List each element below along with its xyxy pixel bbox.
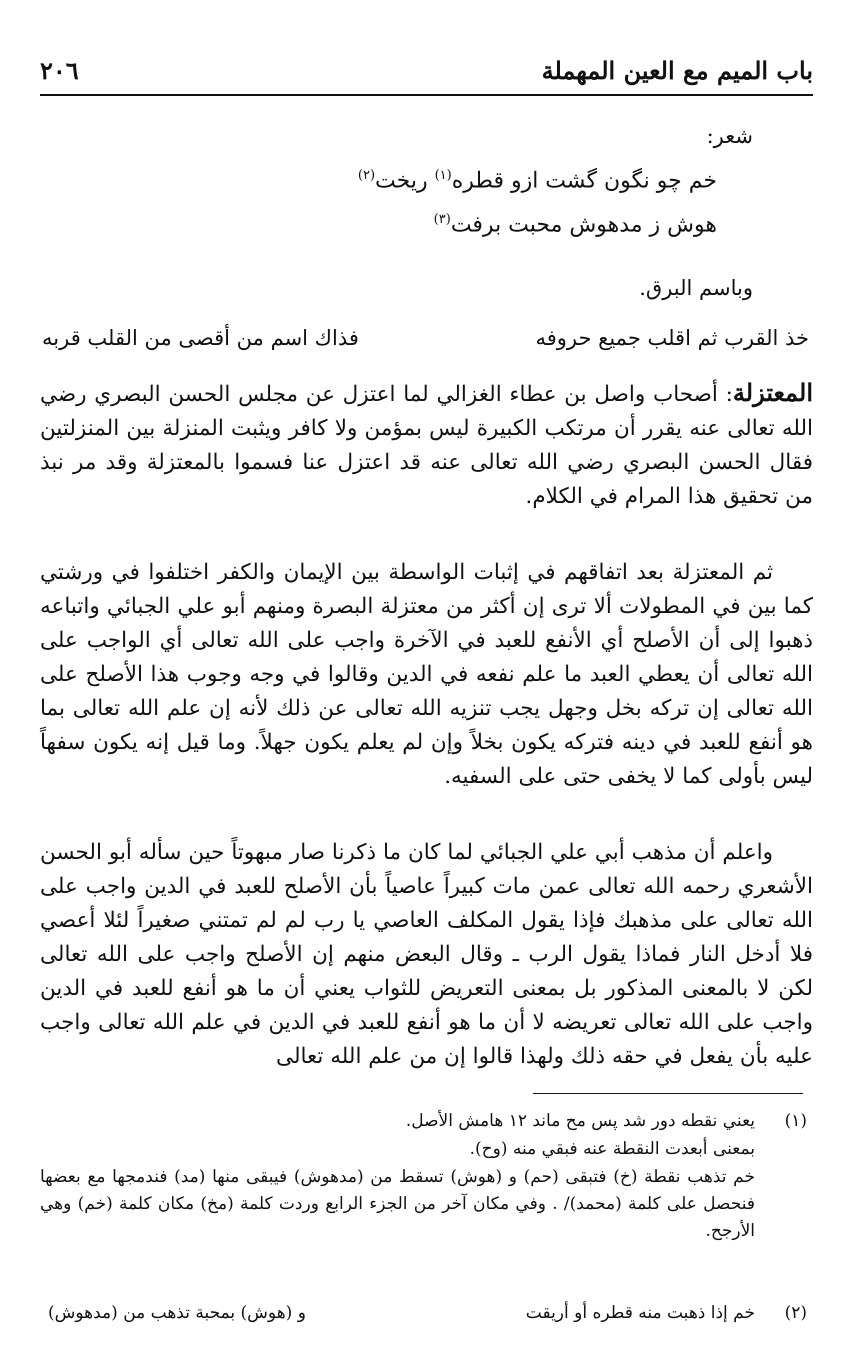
verse-left-hemistich: فذاك اسم من أقصى من القلب قربه [42,326,359,350]
footnote-2-right: خم إذا ذهبت منه قطره أو أريقت [525,1303,755,1323]
poem-line-1 [358,168,717,193]
footnote-2-number: (٢) [784,1303,807,1323]
footnote-1-line-2: بمعنى أبعدت النقطة عنه فبقي منه (وح). [469,1139,755,1159]
page-number: ٢٠٦ [40,56,79,85]
footnote-ref-2: (٢) [357,168,376,183]
footnote-1-number: (١) [784,1111,807,1131]
paragraph-3: واعلم أن مذهب أبي علي الجبائي لما كان ما ذكرنا صار مبهوتاً حين سأله أبو الحسن الأشعري رحمه الله تعالى عمن مات كبيراً عاصياً بأن الأصلح للعبد في الدين واجب على الله تعالى على مذهبك فإذا يقول المكلف العاصي يا رب لم لم تمتني صغيراً لئلا أعصي فلا أدخل النار فماذا يقول الرب ـ وقال البعض منهم إن الأصلح واجب على الله تعالى لكن لا بالمعنى المذكور بل بمعنى التعريض للثواب يعني أن ما هو أنفع للعبد في الدين واجب على الله تعالى تعريضه لا أن ما هو أنفع للعبد في الدين في علم الله تعالى واجب عليه بأن يفعل في حقه ذلك ولهذا قالوا إن من علم الله تعالى [40,840,813,1069]
paragraph-mutazila-text: : أصحاب واصل بن عطاء الغزالي لما اعتزل عن مجلس الحسن البصري رضي الله تعالى عنه يقرر أن مرتكب الكبيرة ليس بمؤمن ولا كافر ويثبت المنزلة بين المنزلتين فقال الحسن البصري رضي الله تعالى عنه قد اعتزل عنا فسموا بالمعتزلة وقد مر نبذ من تحقيق هذا المرام في الكلام. [40,382,813,509]
footnote-1-line-1: يعني نقطه دور شد پس مح ماند ١٢ هامش الأصل. [405,1111,755,1131]
footnote-ref-3: (٣) [433,212,451,227]
chapter-title: باب الميم مع العين المهملة [541,56,813,85]
paragraph-mutazila [40,376,813,514]
poem-line-1-end: ريخت [375,168,428,194]
poem-line-2 [434,212,717,237]
verse-right-hemistich: خذ القرب ثم اقلب جميع حروفه [535,326,809,350]
footnote-divider [533,1093,803,1094]
footnote-1-block: خم تذهب نقطة (خ) فتبقى (حم) و (هوش) تسقط من (مدهوش) فيبقى منها (مد) فندمجها مع بعضها فنحصل على كلمة (محمد)/ . وفي مكان آخر من الجزء الرابع وردت كلمة (مخ) مكان كلمة (خم) وهي الأرجح. [40,1167,755,1241]
entry-term: المعتزلة [732,378,813,407]
running-header [40,52,813,96]
paragraph-2: ثم المعتزلة بعد اتفاقهم في إثبات الواسطة بين الإيمان والكفر اختلفوا في ورشتي كما بين في المطولات ألا ترى إن أكثر من معتزلة البصرة ومنهم أبو علي الجبائي واتباعه ذهبوا إلى أن الأصلح أي الأنفع للعبد في الآخرة واجب على الله تعالى أي الواجب على الله تعالى أن يعطي العبد ما علم نفعه في الدين وقالوا في وجه وجوب هذا الأصلح على الله تعالى إن تركه بخل وجهل يجب تنزيه الله تعالى عن ذلك لأنه إن علم الله تعالى بما هو أنفع للعبد في دينه فتركه يكون بخلاً وإن لم يعلم يكون جهلاً. وما قيل إنه يكون سفهاً ليس بأولى كما لا يخفى حتى على السفيه. [40,560,813,789]
poem-line-1-text: خم چو نگون گشت ازو قطره [451,168,717,194]
poem-label: شعر: [706,124,753,148]
wabasim-line: وباسم البرق. [639,276,753,300]
footnote-ref-1: (١) [434,168,452,183]
poem-line-2-text: هوش ز مدهوش محبت برفت [450,212,717,238]
footnote-2-left: و (هوش) بمحبة تذهب من (مدهوش) [48,1303,306,1323]
